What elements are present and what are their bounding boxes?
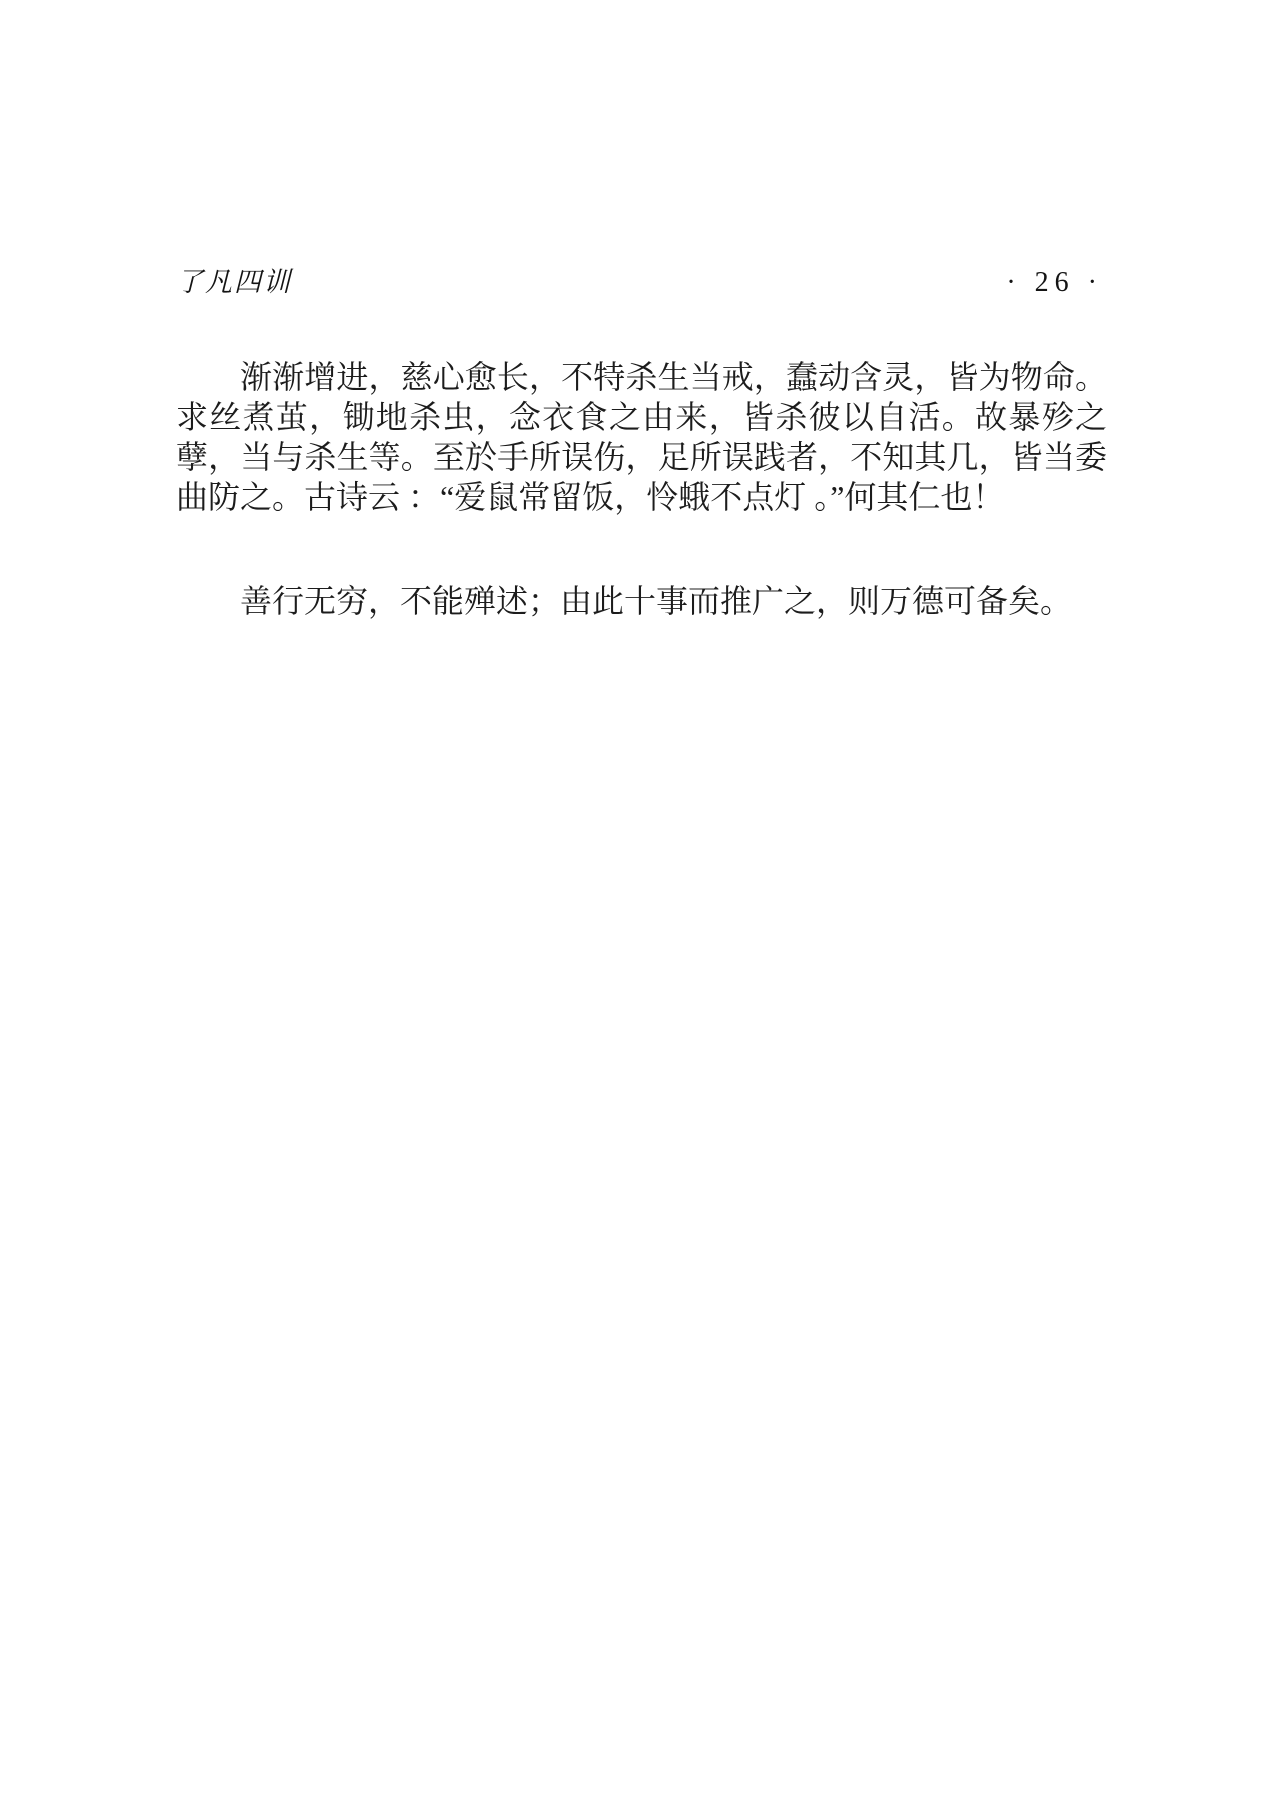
page-number: · 26 · (1006, 267, 1103, 298)
paragraph-2: 善行无穷，不能殚述；由此十事而推广之，则万德可备矣。 (240, 583, 1073, 619)
page-header (176, 260, 1107, 299)
body-text (176, 357, 1107, 621)
paragraph-1: 渐渐增进，慈心愈长，不特杀生当戒，蠢动含灵，皆为物命。求丝煮茧，锄地杀虫，念衣食之由来，皆杀彼以自活。故暴殄之孽，当与杀生等。至於手所误伤，足所误践者，不知其几，皆当委曲防之。古诗云 ：“爱鼠常留饭，怜蛾不点灯 。”何其仁也！ (176, 359, 1107, 515)
book-title: 了凡四训 (176, 267, 292, 297)
page-content (176, 260, 1107, 621)
